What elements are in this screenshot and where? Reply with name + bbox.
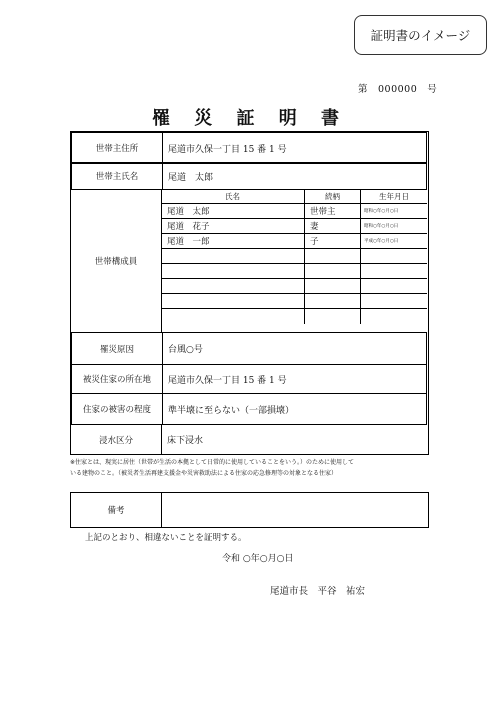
- certification-statement: 上記のとおり、相違ないことを証明する。: [85, 533, 247, 543]
- member-name: 尾道 太郎: [167, 207, 210, 217]
- damage-degree-row: [71, 393, 427, 425]
- disaster-cause-row: [71, 332, 427, 365]
- member-relation: [304, 249, 360, 263]
- members-header-row: [161, 189, 427, 204]
- divider: [162, 163, 163, 189]
- member-dob: 平成○年○月○日: [360, 234, 427, 248]
- member-name: 尾道 一郎: [167, 237, 210, 247]
- damage-degree-label: 住家の被害の程度: [82, 405, 151, 415]
- member-name: [161, 249, 304, 263]
- remarks-box: [70, 492, 429, 528]
- member-name: [161, 279, 304, 293]
- divider: [162, 365, 163, 393]
- member-name: 尾道 花子: [167, 222, 210, 232]
- divider: [161, 425, 162, 454]
- member-relation: [304, 264, 360, 278]
- household-head-address-label: 世帯主住所: [95, 144, 139, 154]
- member-dob: [360, 279, 427, 293]
- certificate-number: 第 000000 号: [358, 84, 438, 95]
- issue-date: 令和 ○年○月○日: [222, 554, 294, 564]
- member-name: [161, 309, 304, 324]
- member-relation: [304, 309, 360, 324]
- flood-category-value: 床下浸水: [167, 436, 204, 446]
- divider: [162, 133, 163, 163]
- issuer-name: 尾道市長 平谷 祐宏: [270, 586, 366, 597]
- members-header-dob: 生年月日: [360, 189, 427, 203]
- divider: [162, 333, 163, 364]
- table-row: [161, 219, 427, 234]
- household-head-name-row: [71, 162, 427, 190]
- disaster-cause-value: 台風○号: [168, 345, 203, 355]
- table-row: [161, 264, 427, 279]
- table-row: [161, 279, 427, 294]
- member-relation: 世帯主: [304, 204, 360, 218]
- member-dob: [360, 294, 427, 308]
- household-head-address-value: 尾道市久保一丁目 15 番 1 号: [168, 144, 287, 155]
- housing-definition-note-line-2: いる建物のこと。（被災者生活再建支援金や災害救助法による住家の応急修理等の対象となる住家）: [70, 470, 338, 477]
- member-dob: [360, 264, 427, 278]
- household-members-table: [161, 189, 427, 332]
- damaged-house-location-value: 尾道市久保一丁目 15 番 1 号: [168, 375, 287, 386]
- table-row: [161, 309, 427, 324]
- table-row: [161, 234, 427, 249]
- flood-category-label: 浸水区分: [98, 435, 133, 446]
- household-head-name-label: 世帯主氏名: [95, 172, 139, 182]
- member-dob: 昭和○年○月○日: [360, 204, 427, 218]
- table-row: [161, 249, 427, 264]
- household-members-label: 世帯構成員: [94, 256, 138, 267]
- housing-definition-note-line-1: ※住家とは、現実に居住（世帯が生活の本拠として日常的に使用していることをいう。）のために使用して: [70, 459, 355, 466]
- damaged-house-location-row: [71, 364, 427, 394]
- member-relation: [304, 294, 360, 308]
- members-header-relation: 続柄: [304, 189, 360, 203]
- household-head-address-row: [71, 132, 427, 164]
- damaged-house-location-label: 被災住家の所在地: [82, 375, 151, 385]
- disaster-cause-label: 罹災原因: [99, 344, 134, 355]
- member-dob: 昭和○年○月○日: [360, 219, 427, 233]
- member-name: [161, 294, 304, 308]
- member-relation: 妻: [304, 219, 360, 233]
- members-header-name: 氏名: [225, 191, 240, 201]
- member-name: [161, 264, 304, 278]
- household-head-name-value: 尾道 太郎: [168, 172, 214, 183]
- remarks-label: 備考: [71, 493, 162, 527]
- damage-degree-value: 準半壊に至らない（一部損壊）: [168, 405, 295, 416]
- member-relation: 子: [304, 234, 360, 248]
- divider: [162, 394, 163, 424]
- member-relation: [304, 279, 360, 293]
- flood-category-row: [71, 425, 427, 454]
- document-title: 罹 災 証 明 書: [151, 108, 349, 129]
- table-row: [161, 204, 427, 219]
- table-row: [161, 294, 427, 309]
- member-dob: [360, 249, 427, 263]
- certificate-image-badge: 証明書のイメージ: [354, 15, 487, 55]
- member-dob: [360, 309, 427, 324]
- certificate-form: [70, 131, 429, 455]
